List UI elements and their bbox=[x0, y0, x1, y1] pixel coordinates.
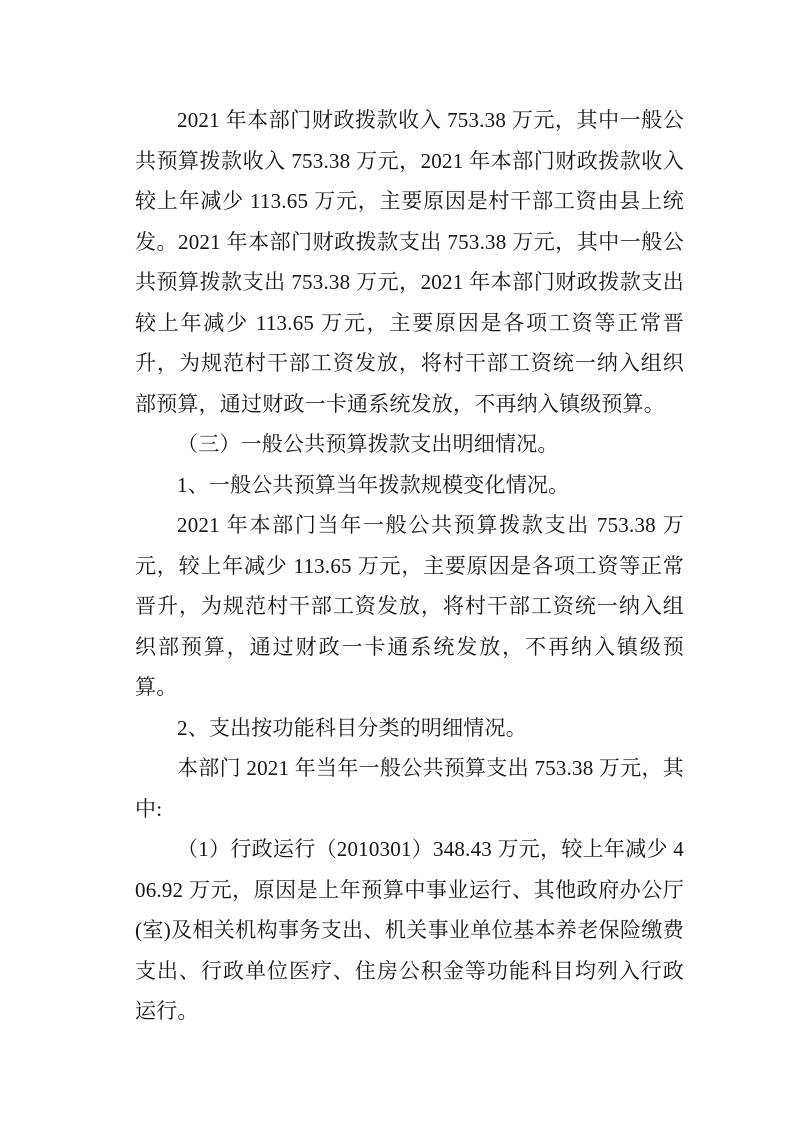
paragraph: （1）行政运行（2010301）348.43 万元，较上年减少 406.92 万元，原因是上年预算中事业运行、其他政府办公厅(室)及相关机构事务支出、机关事业单位基本养老保险缴费支出、行政单位医疗、住房公积金等功能科目均列入行政运行。 bbox=[135, 837, 684, 1023]
paragraph: （三）一般公共预算拨款支出明细情况。 bbox=[177, 432, 559, 456]
paragraph: 2、支出按功能科目分类的明细情况。 bbox=[177, 715, 527, 740]
paragraph: 2021 年本部门当年一般公共预算拨款支出 753.38 万元，较上年减少 113.65 万元，主要原因是各项工资等正常晋升，为规范村干部工资发放，将村干部工资统一纳入组织部预算，通过财政一卡通系统发放，不再纳入镇级预算。 bbox=[135, 513, 684, 699]
paragraph: 1、一般公共预算当年拨款规模变化情况。 bbox=[177, 472, 570, 497]
paragraph: 2021 年本部门财政拨款收入 753.38 万元，其中一般公共预算拨款收入 753.38 万元，2021 年本部门财政拨款收入较上年减少 113.65 万元，主要原因是村干部工资由县上统发。2021 年本部门财政拨款支出 753.38 万元，其中一般公共预算拨款支出 753.38 万元，2021 年本部门财政拨款支出较上年减少 113.65 万元，主要原因是各项工资等正常晋升，为规范村干部工资发放，将村干部工资统一纳入组织部预算，通过财政一卡通系统发放，不再纳入镇级预算。 bbox=[135, 108, 684, 416]
document-body bbox=[135, 100, 684, 1032]
paragraph: 本部门 2021 年当年一般公共预算支出 753.38 万元，其中: bbox=[135, 756, 684, 821]
